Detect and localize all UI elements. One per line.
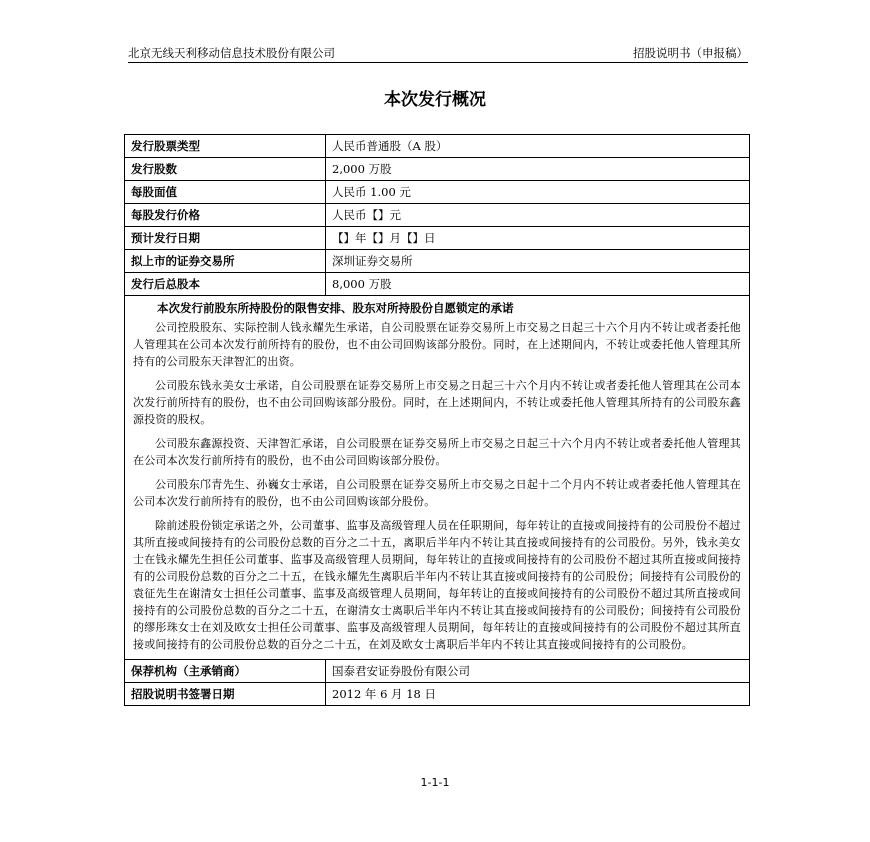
table-row bbox=[125, 273, 750, 296]
table-row bbox=[125, 250, 750, 273]
header-company: 北京无线天利移动信息技术股份有限公司 bbox=[128, 46, 335, 60]
table-row bbox=[125, 683, 750, 706]
lockup-row bbox=[125, 296, 750, 660]
row-label: 拟上市的证券交易所 bbox=[125, 250, 326, 273]
row-label: 保荐机构（主承销商） bbox=[125, 660, 326, 683]
page-header bbox=[128, 44, 748, 63]
table-row bbox=[125, 660, 750, 683]
table-row bbox=[125, 158, 750, 181]
row-label: 预计发行日期 bbox=[125, 227, 326, 250]
row-label: 招股说明书签署日期 bbox=[125, 683, 326, 706]
row-label: 每股面值 bbox=[125, 181, 326, 204]
table-row bbox=[125, 227, 750, 250]
row-value: 人民币 1.00 元 bbox=[326, 181, 750, 204]
table-row bbox=[125, 204, 750, 227]
table-row bbox=[125, 135, 750, 158]
lockup-paragraph: 公司股东鑫源投资、天津智汇承诺，自公司股票在证券交易所上市交易之日起三十六个月内不转让或者委托他人管理其在公司本次发行前所持有的股份，也不由公司回购该部分股份。 bbox=[133, 437, 741, 467]
row-value: 深圳证券交易所 bbox=[326, 250, 750, 273]
row-label: 发行股票类型 bbox=[125, 135, 326, 158]
row-label: 发行股数 bbox=[125, 158, 326, 181]
document-title: 本次发行概况 bbox=[384, 90, 486, 110]
row-value: 人民币【】元 bbox=[326, 204, 750, 227]
lockup-heading: 本次发行前股东所持股份的限售安排、股东对所持股份自愿锁定的承诺 bbox=[157, 301, 514, 315]
table-row bbox=[125, 181, 750, 204]
lockup-paragraph: 除前述股份锁定承诺之外，公司董事、监事及高级管理人员在任职期间，每年转让的直接或间接持有的公司股份不超过其所直接或间接持有的公司股份总数的百分之二十五，离职后半年内不转让其直接或间接持有的公司股份。另外，钱永美女士在钱永耀先生担任公司董事、监事及高级管理人员期间，每年转让的直接或间接持有的公司股份不超过其所直接或间接持有的公司股份总数的百分之二十五，在钱永耀先生离职后半年内不转让其直接或间接持有的公司股份；间接持有公司股份的袁征先生在谢清女士担任公司董事、监事及高级管理人员期间，每年转让的直接或间接持有的公司股份不超过其所直接或间接持有的公司股份总数的百分之二十五，在谢清女士离职后半年内不转让其直接或间接持有的公司股份；间接持有公司股份的缪彤珠女士在刘及欧女士担任公司董事、监事及高级管理人员期间，每年转让的直接或间接持有的公司股份不超过其所直接或间接持有的公司股份总数的百分之二十五，在刘及欧女士离职后半年内不转让其直接或间接持有的公司股份。 bbox=[133, 519, 741, 651]
page-number: 1-1-1 bbox=[420, 776, 450, 789]
lockup-paragraph: 公司控股股东、实际控制人钱永耀先生承诺，自公司股票在证券交易所上市交易之日起三十六个月内不转让或者委托他人管理其在公司本次发行前所持有的股份，也不由公司回购该部分股份。同时，在上述期间内，不转让或委托他人管理其所持有的公司股东天津智汇的出资。 bbox=[133, 321, 741, 368]
row-value: 8,000 万股 bbox=[326, 273, 750, 296]
row-value: 人民币普通股（A 股） bbox=[326, 135, 750, 158]
row-value: 【】年【】月【】日 bbox=[326, 227, 750, 250]
row-value: 2012 年 6 月 18 日 bbox=[326, 683, 750, 706]
row-value: 2,000 万股 bbox=[326, 158, 750, 181]
row-value: 国泰君安证券股份有限公司 bbox=[326, 660, 750, 683]
lockup-paragraph: 公司股东钱永美女士承诺，自公司股票在证券交易所上市交易之日起三十六个月内不转让或者委托他人管理其在公司本次发行前所持有的股份，也不由公司回购该部分股份。同时，在上述期间内，不转让或委托他人管理其所持有的公司股东鑫源投资的股权。 bbox=[133, 379, 741, 426]
lockup-paragraph: 公司股东邝青先生、孙巍女士承诺，自公司股票在证券交易所上市交易之日起十二个月内不转让或者委托他人管理其在公司本次发行前所持有的股份，也不由公司回购该部分股份。 bbox=[133, 478, 741, 508]
offering-summary-table bbox=[124, 134, 750, 706]
row-label: 发行后总股本 bbox=[125, 273, 326, 296]
header-doc-type: 招股说明书（申报稿） bbox=[633, 46, 748, 60]
row-label: 每股发行价格 bbox=[125, 204, 326, 227]
lockup-cell bbox=[125, 296, 750, 660]
